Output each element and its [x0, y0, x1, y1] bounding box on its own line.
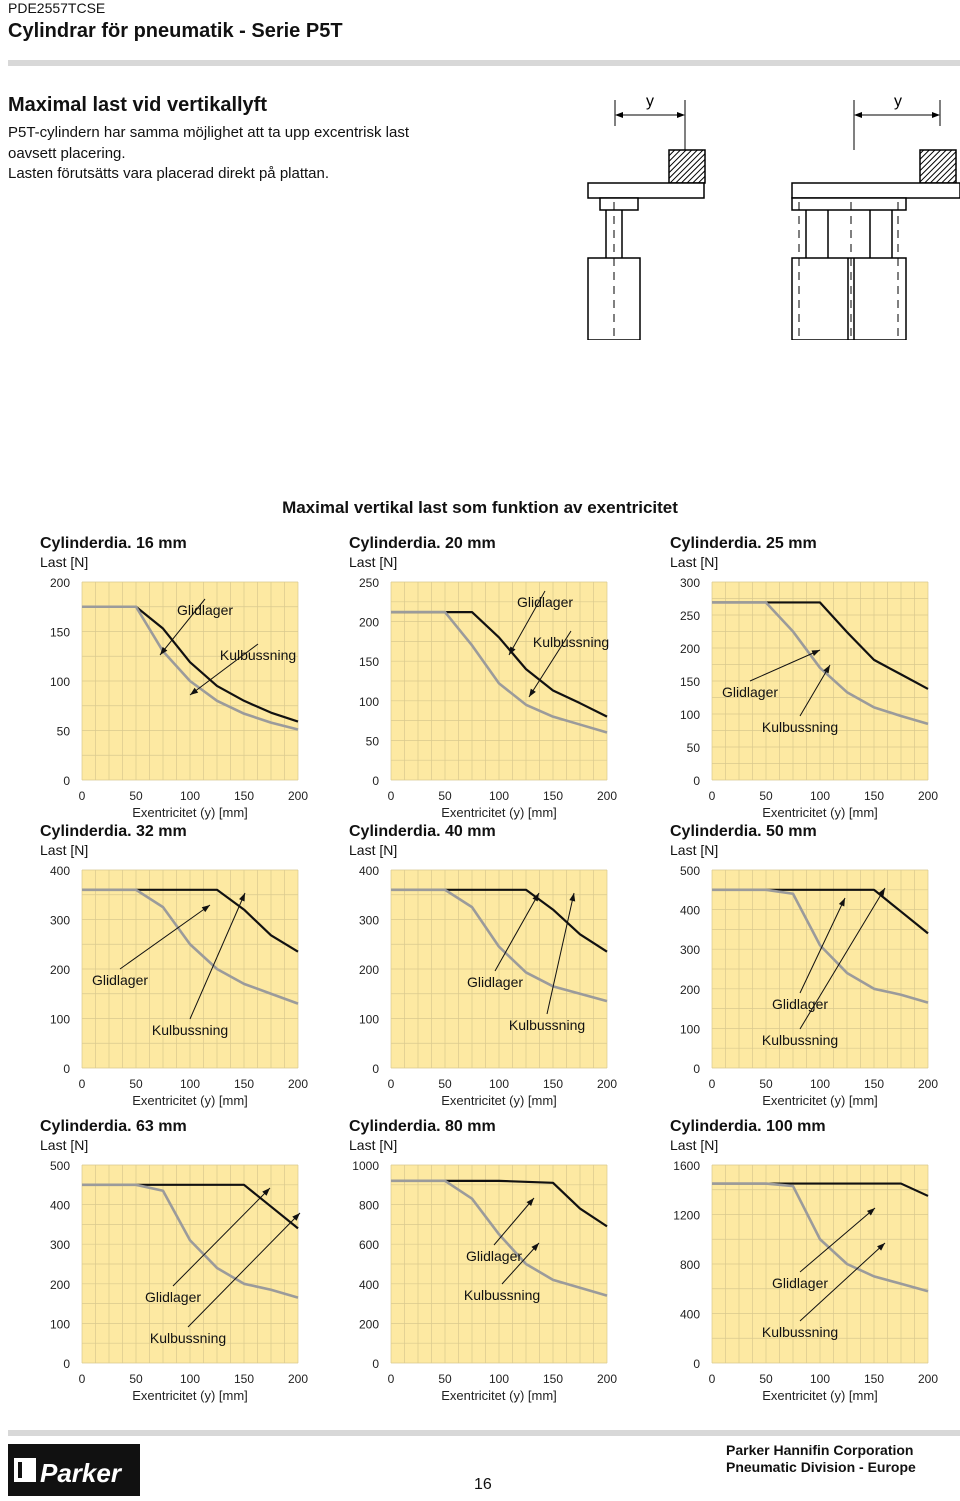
chart-svg [349, 1118, 649, 1408]
x-tick-label: 0 [387, 1372, 395, 1386]
x-tick-label: 50 [759, 789, 773, 803]
corporation-block [726, 1442, 916, 1476]
y-tick-label: 300 [358, 913, 379, 928]
chart-svg [40, 535, 340, 825]
annotation-glidlager: Glidlager [144, 1289, 202, 1305]
annotation-kulbussning: Kulbussning [151, 1022, 229, 1038]
y-tick-label: 800 [358, 1198, 379, 1213]
x-tick-label: 50 [759, 1372, 773, 1386]
chart-y-axis-label: Last [N] [40, 1137, 89, 1153]
chart-63mm [40, 1118, 340, 1408]
annotation-kulbussning: Kulbussning [761, 719, 839, 735]
y-tick-label: 1000 [352, 1159, 379, 1173]
y-tick-label: 0 [63, 1357, 70, 1371]
cylinder-left [588, 93, 705, 340]
x-tick-label: 150 [233, 1077, 255, 1091]
chart-y-axis-label: Last [N] [349, 1137, 398, 1153]
y-tick-label: 400 [49, 1198, 70, 1213]
x-tick-label: 0 [708, 789, 716, 803]
x-tick-label: 100 [179, 1372, 201, 1386]
chart-title: Cylinderdia. 63 mm [40, 1118, 187, 1135]
y-tick-label: 200 [358, 963, 379, 977]
chart-svg [40, 823, 340, 1113]
annotation-glidlager: Glidlager [721, 684, 779, 700]
page-number: 16 [474, 1476, 492, 1493]
y-tick-label: 400 [358, 864, 379, 878]
x-tick-label: 100 [488, 789, 510, 803]
annotation-kulbussning: Kulbussning [149, 1330, 227, 1346]
chart-25mm [670, 535, 960, 825]
chart-title: Cylinderdia. 16 mm [40, 535, 187, 552]
x-tick-label: 50 [129, 1077, 143, 1091]
chart-svg [670, 823, 960, 1113]
y-tick-label: 400 [679, 903, 700, 918]
chart-y-axis-label: Last [N] [40, 842, 89, 858]
chart-title: Cylinderdia. 40 mm [349, 823, 496, 840]
annotation-glidlager: Glidlager [466, 974, 524, 990]
x-tick-label: 200 [917, 789, 939, 803]
x-tick-label: 150 [863, 1077, 885, 1091]
x-tick-label: 200 [917, 1372, 939, 1386]
chart-40mm [349, 823, 649, 1113]
x-tick-label: 200 [287, 789, 309, 803]
y-tick-label: 0 [372, 1357, 379, 1371]
annotation-glidlager: Glidlager [771, 1275, 829, 1291]
y-tick-label: 50 [365, 734, 379, 749]
x-tick-label: 200 [287, 1372, 309, 1386]
chart-80mm [349, 1118, 649, 1408]
dimension-y-label: y [646, 93, 654, 110]
x-tick-label: 150 [863, 1372, 885, 1386]
parker-logo [8, 1444, 140, 1496]
y-tick-label: 200 [358, 1317, 379, 1332]
x-axis-label: Exentricitet (y) [mm] [762, 805, 878, 820]
x-tick-label: 100 [809, 1077, 831, 1091]
chart-32mm [40, 823, 340, 1113]
y-tick-label: 500 [49, 1159, 70, 1173]
chart-y-axis-label: Last [N] [670, 842, 719, 858]
y-tick-label: 1200 [673, 1208, 700, 1223]
y-tick-label: 200 [49, 1277, 70, 1292]
x-tick-label: 150 [542, 789, 564, 803]
chart-title: Cylinderdia. 50 mm [670, 823, 817, 840]
intro-text [8, 123, 488, 185]
y-tick-label: 300 [49, 913, 70, 928]
cylinder-diagram [570, 90, 960, 340]
y-tick-label: 250 [679, 609, 700, 623]
annotation-kulbussning: Kulbussning [463, 1287, 541, 1303]
y-tick-label: 50 [56, 724, 70, 739]
y-tick-label: 400 [49, 864, 70, 878]
x-axis-label: Exentricitet (y) [mm] [132, 805, 248, 820]
charts-heading: Maximal vertikal last som funktion av exentricitet [282, 498, 678, 517]
chart-title: Cylinderdia. 32 mm [40, 823, 187, 840]
division-name: Pneumatic Division - Europe [726, 1459, 916, 1475]
intro-line: Lasten förutsätts vara placerad direkt på plattan. [8, 165, 330, 182]
y-tick-label: 0 [63, 1062, 70, 1076]
header-title: Cylindrar för pneumatik - Serie P5T [8, 20, 343, 42]
chart-svg [40, 1118, 340, 1408]
footer-divider [8, 1430, 960, 1436]
chart-16mm [40, 535, 340, 825]
dimension-y-label: y [894, 93, 902, 110]
x-tick-label: 0 [78, 789, 86, 803]
x-tick-label: 200 [917, 1077, 939, 1091]
y-tick-label: 100 [49, 675, 70, 689]
y-tick-label: 500 [679, 864, 700, 878]
x-tick-label: 150 [542, 1372, 564, 1386]
x-tick-label: 100 [179, 789, 201, 803]
x-axis-label: Exentricitet (y) [mm] [762, 1388, 878, 1403]
annotation-glidlager: Glidlager [771, 996, 829, 1012]
y-tick-label: 0 [63, 774, 70, 788]
chart-title: Cylinderdia. 100 mm [670, 1118, 826, 1135]
y-tick-label: 0 [372, 1062, 379, 1076]
chart-y-axis-label: Last [N] [349, 842, 398, 858]
chart-y-axis-label: Last [N] [670, 554, 719, 570]
annotation-glidlager: Glidlager [516, 594, 574, 610]
x-tick-label: 100 [809, 1372, 831, 1386]
annotation-glidlager: Glidlager [176, 602, 234, 618]
x-axis-label: Exentricitet (y) [mm] [441, 1093, 557, 1108]
x-tick-label: 100 [809, 789, 831, 803]
x-tick-label: 150 [863, 789, 885, 803]
chart-svg [670, 535, 960, 825]
y-tick-label: 0 [372, 774, 379, 788]
y-tick-label: 200 [358, 615, 379, 630]
intro-line: P5T-cylindern har samma möjlighet att ta upp excentrisk last [8, 124, 410, 141]
x-tick-label: 150 [233, 789, 255, 803]
annotation-kulbussning: Kulbussning [761, 1324, 839, 1340]
chart-50mm [670, 823, 960, 1113]
x-axis-label: Exentricitet (y) [mm] [132, 1388, 248, 1403]
chart-title: Cylinderdia. 20 mm [349, 535, 496, 552]
x-tick-label: 50 [759, 1077, 773, 1091]
y-tick-label: 100 [679, 708, 700, 722]
y-tick-label: 50 [686, 741, 700, 755]
annotation-kulbussning: Kulbussning [508, 1017, 586, 1033]
chart-20mm [349, 535, 649, 825]
x-tick-label: 0 [708, 1372, 716, 1386]
x-tick-label: 100 [488, 1372, 510, 1386]
y-tick-label: 300 [679, 576, 700, 590]
x-tick-label: 0 [387, 789, 395, 803]
y-tick-label: 1600 [673, 1159, 700, 1173]
x-tick-label: 200 [287, 1077, 309, 1091]
annotation-kulbussning: Kulbussning [219, 647, 297, 663]
chart-svg [349, 535, 649, 825]
y-tick-label: 400 [679, 1307, 700, 1322]
y-tick-label: 200 [679, 982, 700, 997]
chart-title: Cylinderdia. 80 mm [349, 1118, 496, 1135]
intro-line: oavsett placering. [8, 144, 126, 162]
y-tick-label: 100 [49, 1012, 70, 1027]
x-tick-label: 0 [387, 1077, 395, 1091]
y-tick-label: 250 [358, 576, 379, 590]
y-tick-label: 150 [679, 675, 700, 689]
parker-logo-text: Parker [40, 1458, 121, 1488]
x-tick-label: 150 [233, 1372, 255, 1386]
annotation-kulbussning: Kulbussning [761, 1032, 839, 1048]
y-tick-label: 800 [679, 1258, 700, 1272]
chart-svg [349, 823, 649, 1113]
y-tick-label: 100 [49, 1317, 70, 1332]
x-tick-label: 200 [596, 1077, 618, 1091]
y-tick-label: 0 [693, 774, 700, 788]
y-tick-label: 0 [693, 1357, 700, 1371]
chart-y-axis-label: Last [N] [40, 554, 89, 570]
x-tick-label: 50 [129, 789, 143, 803]
y-tick-label: 200 [49, 963, 70, 977]
y-tick-label: 100 [358, 694, 379, 709]
y-tick-label: 150 [358, 655, 379, 670]
y-tick-label: 300 [679, 943, 700, 958]
x-tick-label: 50 [438, 1372, 452, 1386]
chart-svg [670, 1118, 960, 1408]
y-tick-label: 100 [679, 1022, 700, 1037]
y-tick-label: 100 [358, 1012, 379, 1027]
y-tick-label: 200 [49, 576, 70, 590]
x-tick-label: 0 [708, 1077, 716, 1091]
x-tick-label: 50 [438, 789, 452, 803]
chart-y-axis-label: Last [N] [349, 554, 398, 570]
y-tick-label: 300 [49, 1238, 70, 1253]
chart-100mm [670, 1118, 960, 1408]
x-tick-label: 200 [596, 1372, 618, 1386]
y-tick-label: 600 [358, 1238, 379, 1253]
x-tick-label: 0 [78, 1077, 86, 1091]
x-tick-label: 50 [438, 1077, 452, 1091]
y-tick-label: 150 [49, 625, 70, 640]
corporation-name: Parker Hannifin Corporation [726, 1442, 914, 1458]
annotation-kulbussning: Kulbussning [532, 634, 610, 650]
x-axis-label: Exentricitet (y) [mm] [441, 1388, 557, 1403]
x-tick-label: 50 [129, 1372, 143, 1386]
cylinder-right [792, 93, 960, 340]
x-tick-label: 150 [542, 1077, 564, 1091]
y-tick-label: 400 [358, 1277, 379, 1292]
x-tick-label: 100 [488, 1077, 510, 1091]
y-tick-label: 200 [679, 642, 700, 656]
chart-y-axis-label: Last [N] [670, 1137, 719, 1153]
x-axis-label: Exentricitet (y) [mm] [132, 1093, 248, 1108]
x-axis-label: Exentricitet (y) [mm] [762, 1093, 878, 1108]
x-tick-label: 0 [78, 1372, 86, 1386]
section-title: Maximal last vid vertikallyft [8, 94, 268, 116]
header-code: PDE2557TCSE [8, 0, 106, 16]
x-tick-label: 100 [179, 1077, 201, 1091]
header-divider [8, 60, 960, 66]
x-tick-label: 200 [596, 789, 618, 803]
annotation-glidlager: Glidlager [465, 1248, 523, 1264]
annotation-glidlager: Glidlager [91, 972, 149, 988]
x-axis-label: Exentricitet (y) [mm] [441, 805, 557, 820]
y-tick-label: 0 [693, 1062, 700, 1076]
chart-title: Cylinderdia. 25 mm [670, 535, 817, 552]
parker-logo-mark [8, 1444, 140, 1496]
